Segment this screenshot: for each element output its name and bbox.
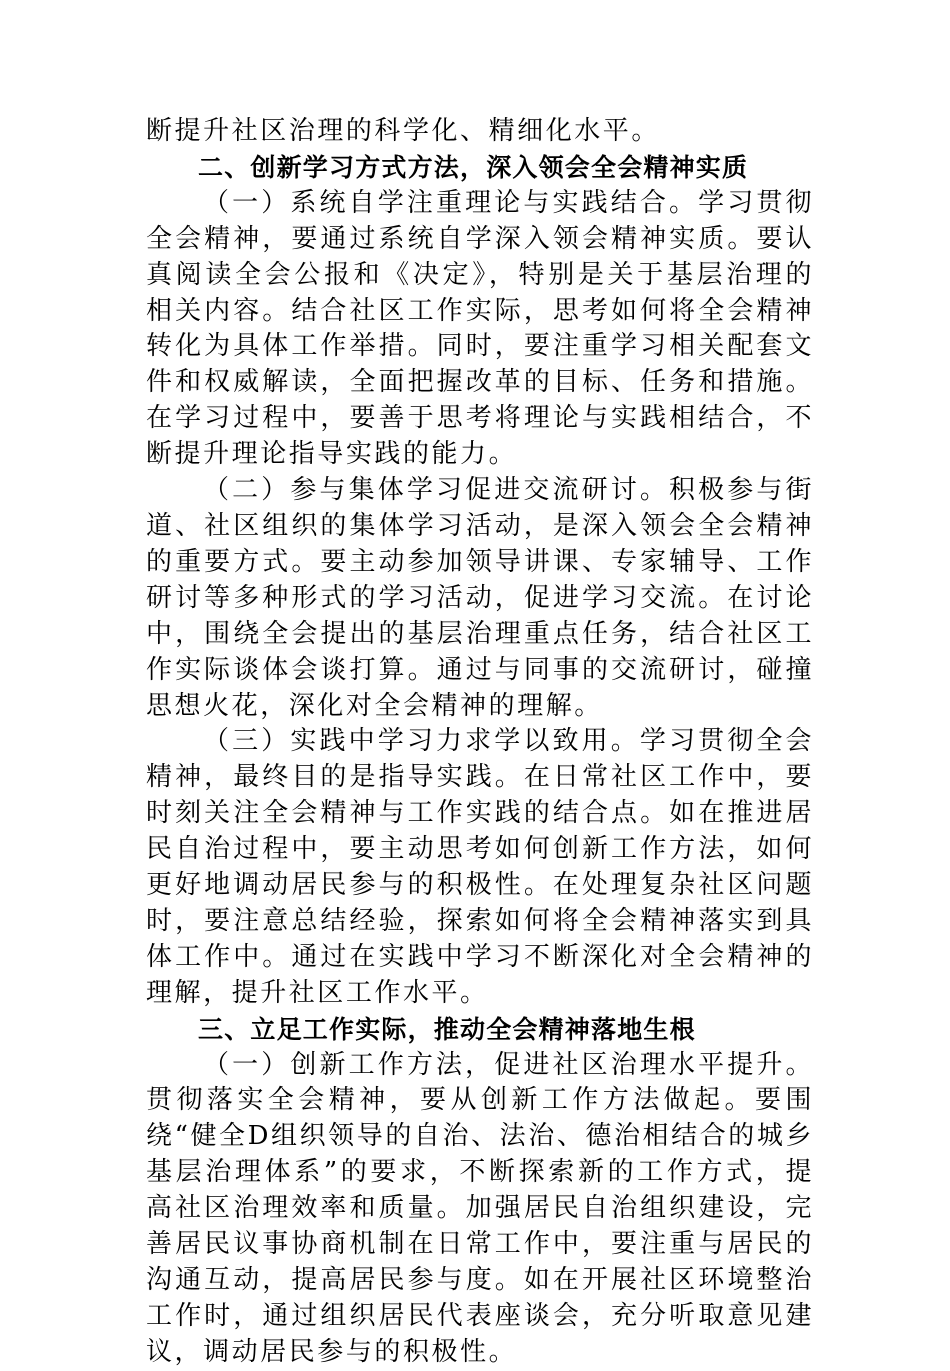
section-heading-3: 三、立足工作实际，推动全会精神落地生根 <box>198 1014 696 1044</box>
paragraph-2-3: （三）实践中学习力求学以致用。学习贯彻全会精神，最终目的是指导实践。在日常社区工作中，要时刻关注全会精神与工作实践的结合点。如在推进居民自治过程中，要主动思考如何创新工作方法，如何更好地调动居民参与的积极性。在处理复杂社区问题时，要注意总结经验，探索如何将全会精神落实到具体工作中。通过在实践中学习不断深化对全会精神的理解，提升社区工作水平。 <box>146 726 814 1008</box>
paragraph-continued: 断提升社区治理的科学化、精细化水平。 <box>146 116 660 146</box>
document-page <box>146 114 814 1371</box>
paragraph-2-2: （二）参与集体学习促进交流研讨。积极参与街道、社区组织的集体学习活动，是深入领会全会精神的重要方式。要主动参加领导讲课、专家辅导、工作研讨等多种形式的学习活动，促进学习交流。在讨论中，围绕全会提出的基层治理重点任务，结合社区工作实际谈体会谈打算。通过与同事的交流研讨，碰撞思想火花，深化对全会精神的理解。 <box>146 475 814 721</box>
section-heading-2: 二、创新学习方式方法，深入领会全会精神实质 <box>198 152 749 182</box>
paragraph-2-1: （一）系统自学注重理论与实践结合。学习贯彻全会精神，要通过系统自学深入领会精神实质。要认真阅读全会公报和《决定》，特别是关于基层治理的相关内容。结合社区工作实际，思考如何将全会精神转化为具体工作举措。同时，要注重学习相关配套文件和权威解读，全面把握改革的目标、任务和措施。在学习过程中，要善于思考将理论与实践相结合，不断提升理论指导实践的能力。 <box>146 187 814 470</box>
paragraph-3-1: （一）创新工作方法，促进社区治理水平提升。贯彻落实全会精神，要从创新工作方法做起。要围绕“健全D组织领导的自治、法治、德治相结合的城乡基层治理体系”的要求，不断探索新的工作方式，提高社区治理效率和质量。加强居民自治组织建设，完善居民议事协商机制在日常工作中，要注重与居民的沟通互动，提高居民参与度。如在开展社区环境整治工作时，通过组织居民代表座谈会，充分听取意见建议，调动居民参与的积极性。 <box>146 1049 814 1367</box>
